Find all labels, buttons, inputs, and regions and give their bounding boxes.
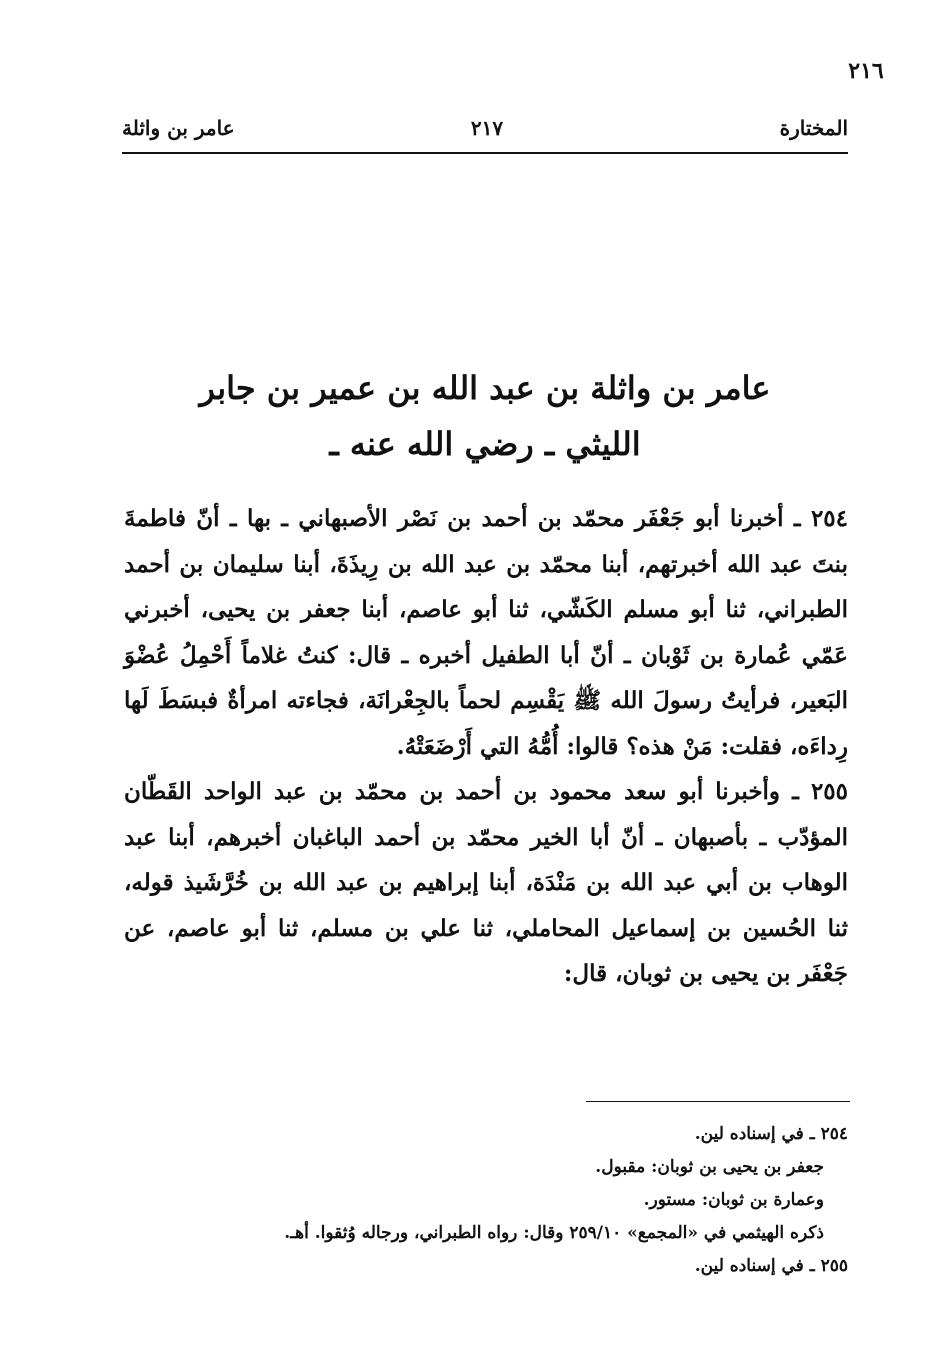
hadith-text: ـ أخبرنا أبو جَعْفَر محمّد بن أحمد بن نَصْر الأصبهاني ـ بها ـ أنّ فاطمةَ بنتَ عبد الله أخبرتهم، أبنا محمّد بن عبد الله بن رِيذَةَ، أبنا سليمان بن أحمد الطبراني، ثنا أبو مسلم الكَشّي، ثنا أبو عاصم، أبنا جعفر بن يحيى، أخبرني عَمّي عُمارة بن ثَوْبان ـ أنّ أبا الطفيل أخبره ـ قال: كنتُ غلاماً أَحْمِلُ عُضْوَ البَعير، فرأيتُ رسولَ الله ﷺ يَقْسِم لحماً بالجِعْرانَة، فجاءته امرأةٌ فبسَطَ لَها رِداءَه، فقلت: مَنْ هذه؟ قالوا: أُمُّهُ التي أَرْضَعَتْهُ. (124, 505, 849, 760)
hadith-text: ـ وأخبرنا أبو سعد محمود بن أحمد بن محمّد بن عبد الواحد القَطّان المؤدّب ـ بأصبهان ـ أنّ أبا الخير محمّد بن أحمد الباغبان أخبرهم، أبنا عبد الوهاب بن أبي عبد الله بن مَنْدَة، أبنا إبراهيم بن عبد الله بن خُرَّشَيذ قوله، ثنا الحُسين بن إسماعيل المحاملي، ثنا علي بن مسلم، ثنا أبو عاصم، عن جَعْفَر بن يحيى بن ثوبان، قال: (124, 778, 848, 987)
header-book-title: المختارة (779, 116, 848, 140)
footnote-line: وعمارة بن ثوبان: مستور. (643, 1190, 824, 1210)
hadith-number: ٢٥٥ (810, 778, 848, 805)
footnote-line: جعفر بن يحيى بن ثوبان: مقبول. (595, 1157, 824, 1177)
main-text (124, 496, 848, 997)
chapter-title-line-2: الليثي ـ رضي الله عنه ـ (329, 425, 641, 463)
outer-page-number: ٢١٦ (848, 58, 884, 84)
footnote-line: ٢٥٤ ـ في إسناده لين. (694, 1124, 848, 1144)
footnote-divider (586, 1101, 850, 1102)
hadith-paragraph-255 (124, 769, 848, 997)
footnotes (124, 1118, 848, 1283)
chapter-title-line-1: عامر بن واثلة بن عبد الله بن عمير بن جابر (199, 369, 771, 407)
hadith-paragraph-254 (124, 496, 848, 769)
running-header (122, 116, 848, 154)
hadith-number: ٢٥٤ (810, 505, 848, 532)
header-section-title: عامر بن واثلة (122, 116, 235, 140)
footnote-line: ٢٥٥ ـ في إسناده لين. (694, 1256, 848, 1276)
chapter-title (122, 360, 848, 472)
header-page-number: ٢١٧ (470, 116, 504, 140)
footnote-line: ذكره الهيثمي في «المجمع» ٢٥٩/١٠ وقال: رواه الطبراني، ورجاله وُثقوا. أهـ. (284, 1223, 824, 1243)
